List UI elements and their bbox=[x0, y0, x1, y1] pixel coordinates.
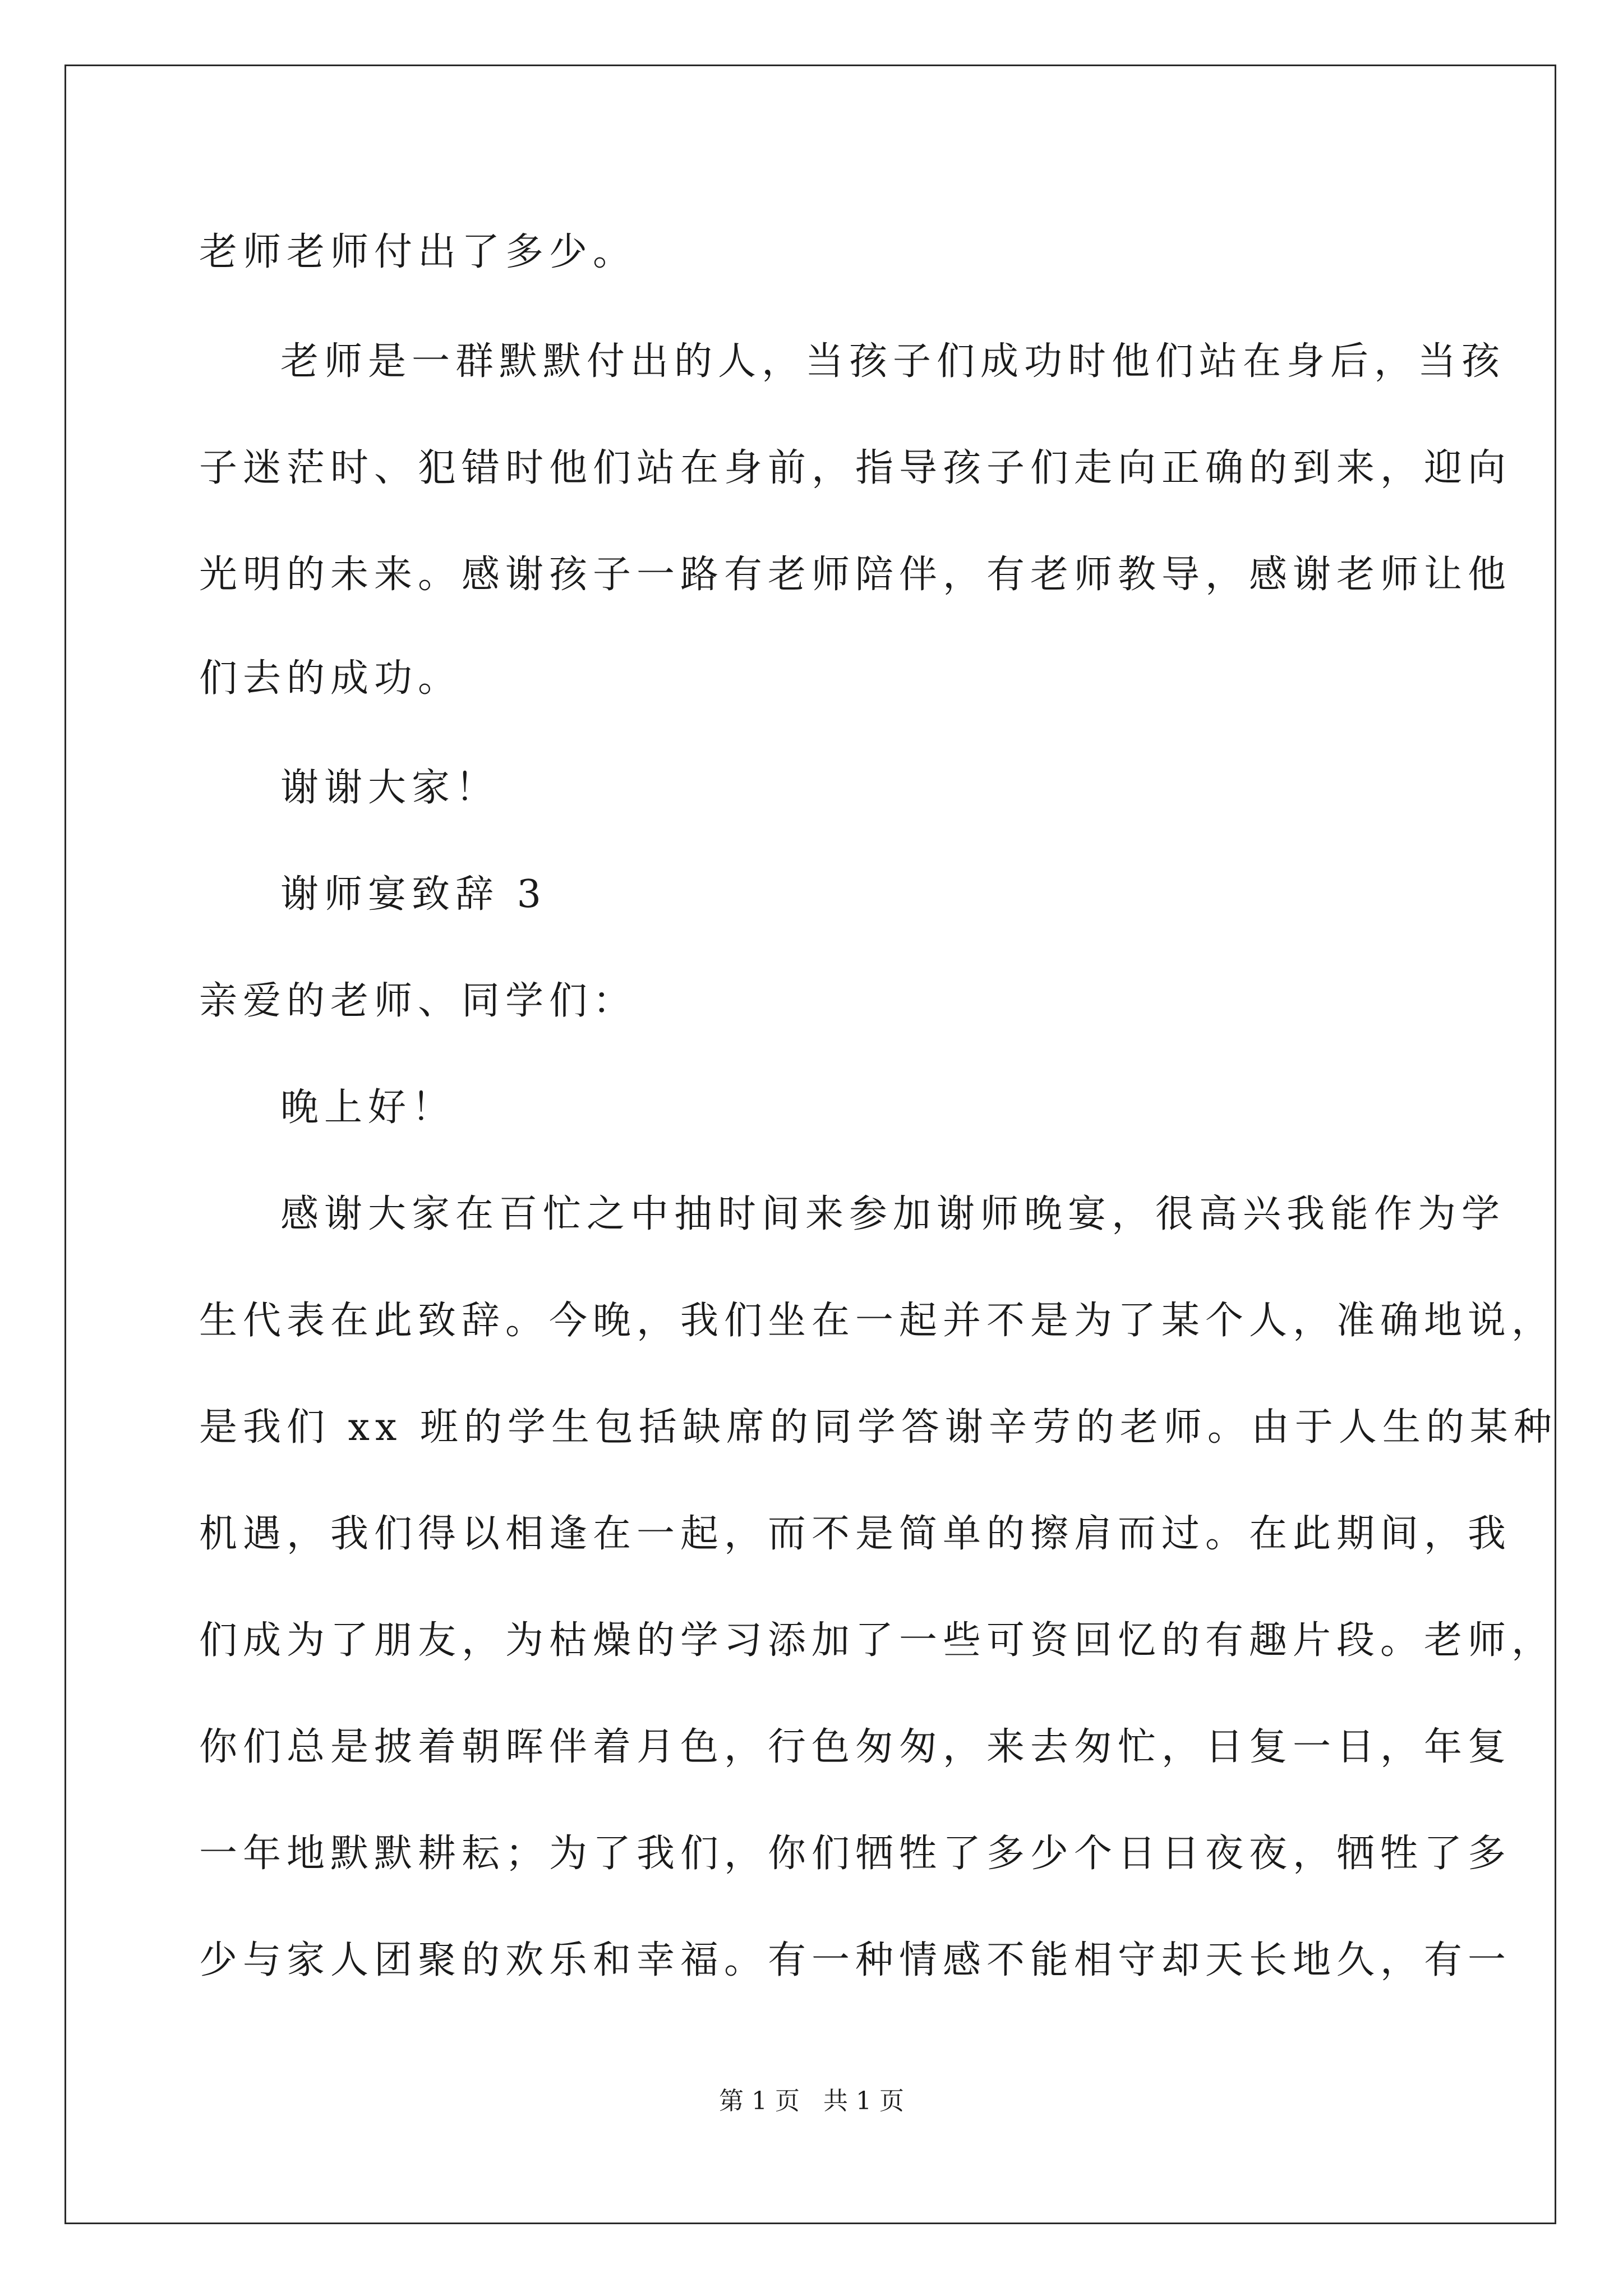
page-border bbox=[64, 65, 1556, 2224]
page-number-footer: 第 1 页 共 1 页 bbox=[719, 2087, 904, 2115]
text-line-6: 谢谢大家！ bbox=[280, 766, 500, 810]
greeting: 晚上好！ bbox=[280, 1085, 456, 1130]
text-line-12: 是我们 xx 班的学生包括缺席的同学答谢辛劳的老师。由于人生的某种 bbox=[199, 1405, 1557, 1450]
text-line-16: 一年地默默耕耘；为了我们，你们牺牲了多少个日日夜夜，牺牲了多 bbox=[199, 1832, 1512, 1876]
text-line-3: 子迷茫时、犯错时他们站在身前，指导孩子们走向正确的到来，迎向 bbox=[199, 446, 1512, 490]
text-line-15: 你们总是披着朝晖伴着月色，行色匆匆，来去匆忙，日复一日，年复 bbox=[199, 1725, 1512, 1769]
text-line-17: 少与家人团聚的欢乐和幸福。有一种情感不能相守却天长地久，有一 bbox=[199, 1938, 1512, 1982]
section-heading: 谢师宴致辞 3 bbox=[280, 872, 547, 917]
text-line-13: 机遇，我们得以相逢在一起，而不是简单的擦肩而过。在此期间，我 bbox=[199, 1512, 1512, 1556]
text-line-4: 光明的未来。感谢孩子一路有老师陪伴，有老师教导，感谢老师让他 bbox=[199, 553, 1512, 597]
text-line-2: 老师是一群默默付出的人，当孩子们成功时他们站在身后，当孩 bbox=[280, 339, 1506, 384]
salutation: 亲爱的老师、同学们： bbox=[199, 979, 637, 1023]
text-line-14: 们成为了朋友，为枯燥的学习添加了一些可资回忆的有趣片段。老师， bbox=[199, 1618, 1556, 1663]
text-line-10: 感谢大家在百忙之中抽时间来参加谢师晚宴，很高兴我能作为学 bbox=[280, 1192, 1506, 1236]
text-line-5: 们去的成功。 bbox=[199, 656, 462, 701]
text-line-11: 生代表在此致辞。今晚，我们坐在一起并不是为了某个人，准确地说， bbox=[199, 1299, 1556, 1343]
text-line-1: 老师老师付出了多少。 bbox=[199, 230, 637, 274]
